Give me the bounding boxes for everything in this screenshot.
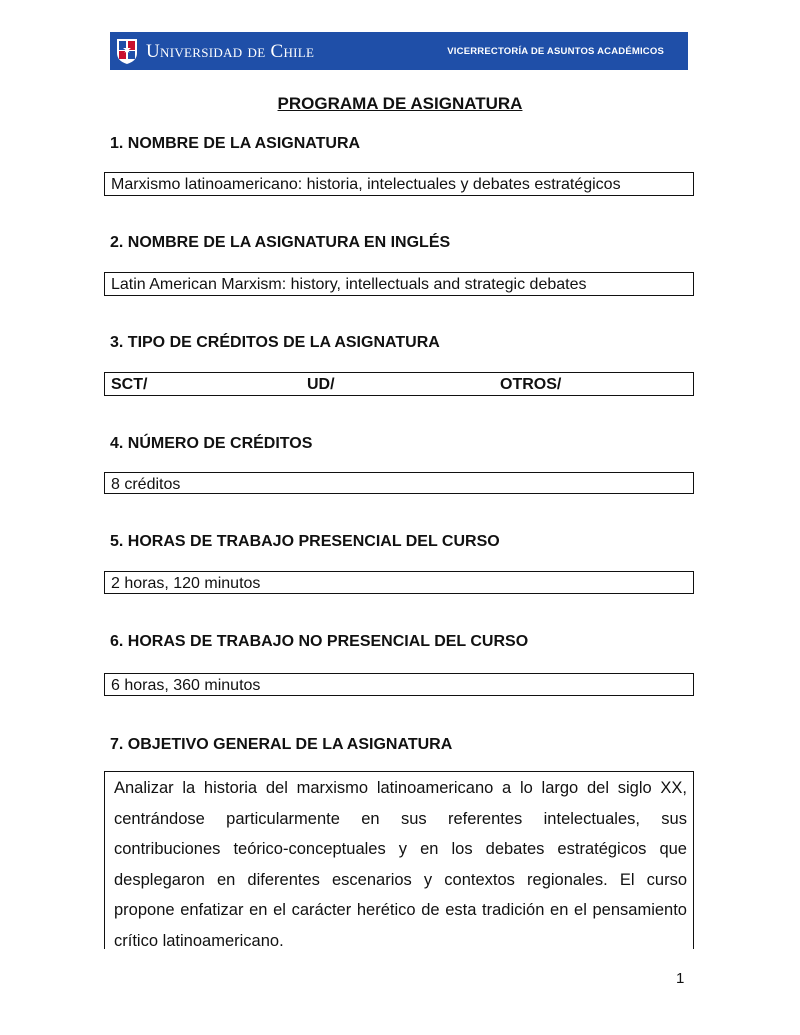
presential-hours-value: 2 horas, 120 minutos: [111, 575, 261, 592]
university-name: Universidad de Chile: [146, 41, 315, 62]
page-title: PROGRAMA DE ASIGNATURA: [277, 94, 523, 113]
sct-label: SCT/: [111, 376, 148, 393]
ud-label: UD/: [307, 376, 335, 393]
section-5-box: [104, 571, 694, 594]
university-crest-icon: [116, 37, 138, 65]
otros-label: OTROS/: [500, 376, 562, 393]
section-1-box: [104, 172, 694, 196]
page-number: 1: [676, 970, 685, 987]
section-1-heading: 1. NOMBRE DE LA ASIGNATURA: [110, 135, 361, 152]
section-3-heading: 3. TIPO DE CRÉDITOS DE LA ASIGNATURA: [110, 334, 440, 351]
vicerrectoria-label: VICERRECTORÍA DE ASUNTOS ACADÉMICOS: [447, 46, 664, 57]
general-objective-box: [104, 771, 694, 949]
credit-types-row: [111, 375, 687, 394]
section-5-heading: 5. HORAS DE TRABAJO PRESENCIAL DEL CURSO: [110, 533, 500, 550]
section-6-heading: 6. HORAS DE TRABAJO NO PRESENCIAL DEL CURSO: [110, 633, 529, 650]
section-2-box: [104, 272, 694, 296]
section-7-heading: 7. OBJETIVO GENERAL DE LA ASIGNATURA: [110, 736, 453, 753]
course-name-english-value: Latin American Marxism: history, intellectuals and strategic debates: [111, 276, 587, 293]
section-6-box: [104, 673, 694, 696]
non-presential-hours-value: 6 horas, 360 minutos: [111, 677, 261, 694]
general-objective-text: Analizar la historia del marxismo latinoamericano a lo largo del siglo XX, centrándose particularmente en sus referentes intelectuales, sus contribuciones teórico-conceptuales y en los debates estratégicos que desplegaron en diferentes escenarios y contextos regionales. El curso propone enfatizar en el carácter herético de esta tradición en el pensamiento crítico latinoamericano.: [114, 779, 687, 950]
header-banner: [110, 32, 688, 70]
section-4-box: [104, 472, 694, 494]
credits-value: 8 créditos: [111, 476, 181, 493]
section-4-heading: 4. NÚMERO DE CRÉDITOS: [110, 435, 313, 452]
section-3-box: [104, 372, 694, 396]
course-name-value: Marxismo latinoamericano: historia, intelectuales y debates estratégicos: [111, 176, 621, 193]
section-2-heading: 2. NOMBRE DE LA ASIGNATURA EN INGLÉS: [110, 234, 451, 251]
